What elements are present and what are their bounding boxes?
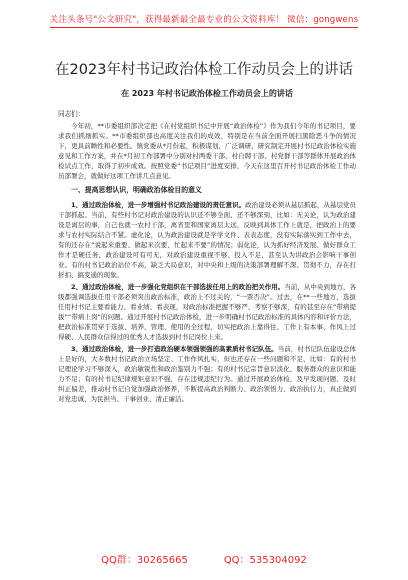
footer-qq: QQ：535304092 <box>223 554 307 566</box>
paragraph-1 <box>58 200 356 280</box>
paragraph-1-lead: 1、通过政治体检，进一步增强村书记政治建设的责任意识。 <box>71 201 246 209</box>
document-subtitle: 在 2023 年村书记政治体检工作动员会上的讲话 <box>121 89 293 98</box>
paragraph-3-text: 当前，村书记队伍建设总体上是好的，大多数村书记政治立场坚定、工作作风扎实，但也还存在一些问题和不足，比如：有的村书记理论学习不够深入，政治敏锐性和政治鉴别力不强；有的村书记宗旨意识淡化，服务群众的意识和能力不足；有的村书记纪律规矩意识不强，存在违规违纪行为。通过开展政治体检，及早发现问题、及时纠正偏差，推动村书记自觉加强政治修养，不断提高政治判断力、政治领悟力、政治执行力，真正做到对党忠诚、为民担当、干事创业、清正廉洁。 <box>58 345 356 403</box>
intro-paragraph: 今年初，**市委组织部决定把《在村党组织书记中开展“政治体检”》作为我们今年的书记项目，要求我们抓细抓实。**市委组织部也高度关注我们的成效，特别是在当前全面开展扫黑除恶斗争的情况下，更具前瞻性和必要性。镇党委从*月份起，积极谋划，广泛调研，研究制定开展村书记政治体检实施意见和工作方案，并在*月初工作部署中分别对村两委干部、村自聘干部、村党群干部等群体开展政治体检试点工作，取得了初步成效。按照党委“书记项目”进度安排，今天在这里召开村书记政治体检工作动员部署会，就做好这项工作讲几点意见。 <box>58 122 356 180</box>
page-title: 在2023年村书记政治体检工作动员会上的讲话 <box>55 62 353 78</box>
greeting: 同志们： <box>58 110 85 118</box>
paragraph-1-text: 政治建设必须从基层抓起，从基层党员干部抓起。当前，有些村书记对政治建设的认识还不够全面、还不够深刻，比如：无关论，认为政治建设是离层的事，自己也就一农村干部，离省里和国家离层太远，反映到具体工作上就是，把政治上的要求与农村实际结合不紧。虚化论，认为政治建设就是学学文件、表表态度，没有实际落实到工作中去，有的还存在“说起来重要、做起来次要、忙起来不要”的情况；弱化论，认为抓好经济发展、做好群众工作才是硬任务，政治建设可有可无，对政治建设重视不够、投入不足，甚至认为讲政治会影响干事创业。有的村书记政治站位不高，缺乏大局意识，对中央和上级的决策部署理解不深、贯彻不力，存在打折扣、搞变通的现象。 <box>58 201 357 279</box>
paragraph-2-lead: 2、通过政治体检，进一步强化党组织在干部选拔任用上的政治把关作用。 <box>71 283 285 291</box>
paragraph-2 <box>58 282 356 342</box>
paragraph-2-text: 当前，从中央到地方，各级都强调选拔任用干部必须突出政治标准，政治上不过关的，“一票否决”。过去，在**一些地方，选拔任用村书记主要看能力、看业绩、看表现，对政治标准把握不够严、考察不够深，有的甚至存在“带病提拔”“带病上岗”的问题。通过开展村书记政治体检，进一步明确村书记政治标准的具体内容和评价方法，把政治标准贯穿于选拔、培养、管理、使用的全过程，切实把政治上靠得住、工作上有本事、作风上过得硬、人民群众信得过的优秀人才选拔到村书记岗位上来。 <box>58 283 357 341</box>
paragraph-3 <box>58 344 356 404</box>
section-heading: 一、提高思想认识，明确政治体检目的意义 <box>71 186 202 194</box>
footer-qq-group: QQ群：30265665 <box>101 554 188 566</box>
top-banner <box>0 0 408 40</box>
paragraph-3-lead: 3、通过政治体检，进一步打造政治硬本领强领强的高素质村书记队伍。 <box>71 345 278 353</box>
document-body <box>58 88 356 406</box>
footer <box>0 548 408 568</box>
banner-text: 关注头条号"公文研究"，获得最新最全最专业的公文资料库！ 微信：gongwens <box>50 13 358 28</box>
